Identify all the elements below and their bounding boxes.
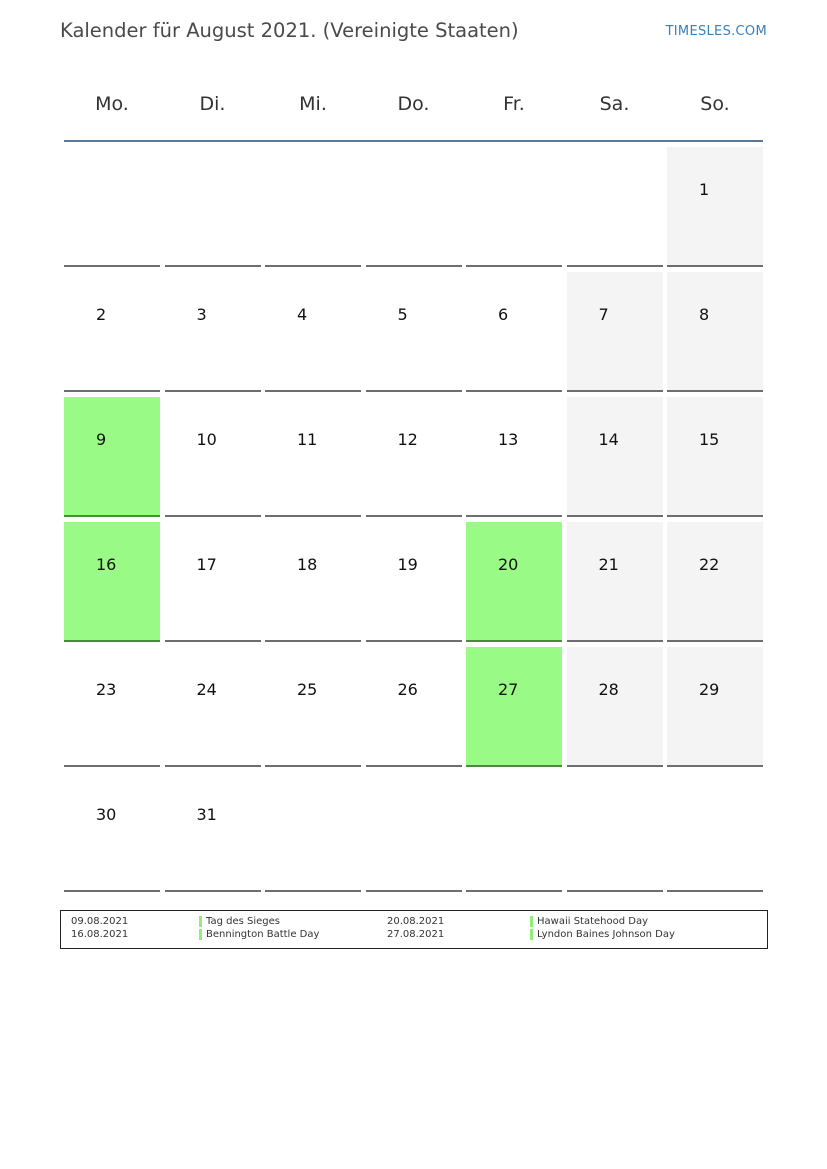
holiday-marker-icon (199, 916, 202, 927)
empty-day-cell (466, 772, 562, 892)
weekday-header-row (64, 70, 763, 140)
day-number: 26 (397, 680, 418, 699)
day-cell (567, 397, 663, 517)
day-cell (265, 522, 361, 642)
week-row (64, 647, 763, 772)
empty-day-cell (366, 147, 462, 267)
day-number: 11 (297, 430, 318, 449)
day-number: 13 (498, 430, 519, 449)
holiday-marker-icon (530, 929, 533, 940)
day-cell (165, 272, 261, 392)
day-number: 10 (196, 430, 217, 449)
empty-day-cell (567, 772, 663, 892)
day-cell (466, 272, 562, 392)
empty-day-cell (165, 147, 261, 267)
week-row (64, 772, 763, 897)
legend-date: 27.08.2021 (387, 929, 445, 940)
day-number: 18 (297, 555, 318, 574)
empty-day-cell (64, 147, 160, 267)
day-cell (667, 147, 763, 267)
day-cell (265, 272, 361, 392)
day-cell (667, 522, 763, 642)
day-number: 24 (196, 680, 217, 699)
day-number: 1 (699, 180, 710, 199)
header-divider (64, 140, 763, 142)
legend-row (61, 929, 767, 942)
day-cell (64, 272, 160, 392)
legend-row (61, 916, 767, 929)
legend-holiday-name: Lyndon Baines Johnson Day (537, 929, 675, 940)
day-number: 16 (96, 555, 117, 574)
day-cell (366, 272, 462, 392)
legend-holiday-name: Bennington Battle Day (206, 929, 320, 940)
day-cell (165, 522, 261, 642)
day-number: 6 (498, 305, 509, 324)
day-number: 21 (598, 555, 619, 574)
day-number: 25 (297, 680, 318, 699)
day-number: 30 (96, 805, 117, 824)
day-cell (366, 397, 462, 517)
day-number: 8 (699, 305, 710, 324)
day-number: 9 (96, 430, 107, 449)
day-cell (567, 522, 663, 642)
holiday-legend (60, 910, 768, 949)
day-number: 5 (397, 305, 408, 324)
week-row (64, 522, 763, 647)
day-number: 3 (196, 305, 207, 324)
page-title: Kalender für August 2021. (Vereinigte Staaten) (60, 19, 519, 42)
day-number: 27 (498, 680, 519, 699)
calendar-grid (64, 70, 763, 897)
day-cell (165, 647, 261, 767)
holiday-marker-icon (199, 929, 202, 940)
day-cell (165, 772, 261, 892)
weekday-sat: Sa. (599, 93, 630, 115)
brand-link[interactable]: TIMESLES.COM (665, 24, 767, 39)
day-number: 28 (598, 680, 619, 699)
day-cell (567, 272, 663, 392)
week-row (64, 147, 763, 272)
day-number: 14 (598, 430, 619, 449)
day-number: 17 (196, 555, 217, 574)
weekday-sun: So. (700, 93, 730, 115)
day-cell (265, 647, 361, 767)
day-cell (265, 397, 361, 517)
weekday-tue: Di. (199, 93, 226, 115)
legend-holiday-name: Tag des Sieges (206, 916, 280, 927)
day-cell (567, 647, 663, 767)
day-cell (667, 647, 763, 767)
day-number: 15 (699, 430, 720, 449)
weekday-fri: Fr. (503, 93, 525, 115)
day-cell (667, 272, 763, 392)
empty-day-cell (265, 147, 361, 267)
day-cell (64, 522, 160, 642)
week-row (64, 397, 763, 522)
empty-day-cell (667, 772, 763, 892)
day-number: 2 (96, 305, 107, 324)
day-number: 20 (498, 555, 519, 574)
day-number: 7 (598, 305, 609, 324)
legend-holiday-name: Hawaii Statehood Day (537, 916, 649, 927)
day-number: 22 (699, 555, 720, 574)
day-number: 31 (196, 805, 217, 824)
weekday-wed: Mi. (299, 93, 327, 115)
day-number: 29 (699, 680, 720, 699)
day-cell (466, 522, 562, 642)
empty-day-cell (567, 147, 663, 267)
day-cell (466, 397, 562, 517)
weekday-thu: Do. (397, 93, 430, 115)
legend-date: 09.08.2021 (71, 916, 129, 927)
legend-date: 16.08.2021 (71, 929, 129, 940)
weeks-container (64, 147, 763, 897)
day-cell (64, 772, 160, 892)
empty-day-cell (265, 772, 361, 892)
day-number: 23 (96, 680, 117, 699)
day-cell (366, 522, 462, 642)
day-number: 4 (297, 305, 308, 324)
empty-day-cell (366, 772, 462, 892)
day-cell (64, 647, 160, 767)
weekday-mon: Mo. (95, 93, 129, 115)
day-cell (466, 647, 562, 767)
week-row (64, 272, 763, 397)
day-number: 19 (397, 555, 418, 574)
day-cell (165, 397, 261, 517)
day-cell (64, 397, 160, 517)
day-cell (667, 397, 763, 517)
day-cell (366, 647, 462, 767)
holiday-marker-icon (530, 916, 533, 927)
empty-day-cell (466, 147, 562, 267)
day-number: 12 (397, 430, 418, 449)
legend-date: 20.08.2021 (387, 916, 445, 927)
